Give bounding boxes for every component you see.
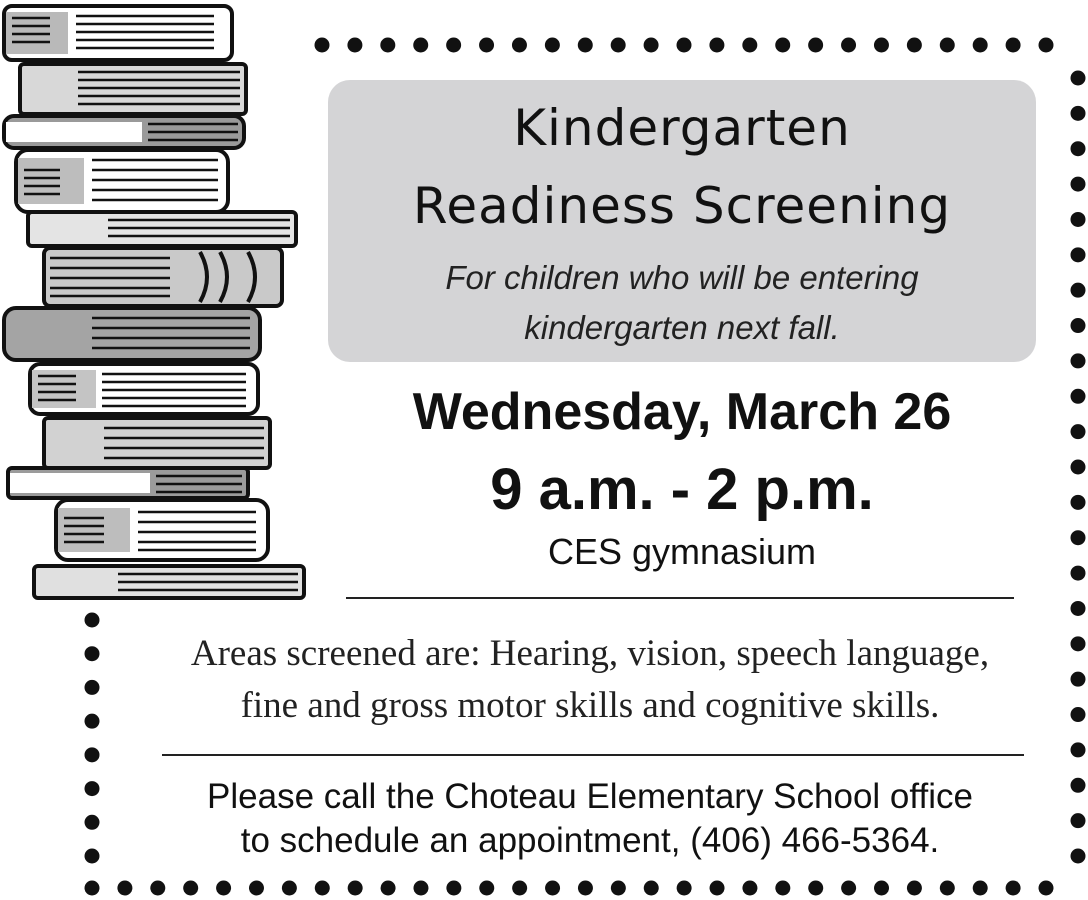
border-dot: [446, 881, 461, 896]
border-dot: [1071, 566, 1086, 581]
border-dot: [677, 881, 692, 896]
border-dot: [1071, 707, 1086, 722]
event-time: 9 a.m. - 2 p.m.: [490, 457, 874, 522]
border-dot: [644, 881, 659, 896]
border-dot: [479, 881, 494, 896]
border-dot: [117, 881, 132, 896]
border-dot: [578, 881, 593, 896]
subtitle-line-2: kindergarten next fall.: [524, 309, 840, 346]
border-dot: [775, 38, 790, 53]
border-dot: [381, 881, 396, 896]
border-dot: [446, 38, 461, 53]
divider-bottom: [162, 754, 1024, 756]
border-dot: [413, 881, 428, 896]
border-dot: [907, 38, 922, 53]
title-line-1: Kindergarten: [513, 99, 851, 157]
divider-top: [346, 597, 1014, 599]
border-dot: [85, 881, 100, 896]
border-dot: [545, 881, 560, 896]
border-dot: [1071, 636, 1086, 651]
border-dot: [611, 881, 626, 896]
event-location: CES gymnasium: [547, 531, 817, 572]
border-dot: [841, 38, 856, 53]
border-dot: [216, 881, 231, 896]
border-dot: [973, 38, 988, 53]
contact-line-2: to schedule an appointment, (406) 466-5364.: [240, 821, 940, 860]
border-dot: [874, 38, 889, 53]
border-dot: [1071, 849, 1086, 864]
border-dot: [644, 38, 659, 53]
border-dot: [1071, 106, 1086, 121]
border-dot: [315, 881, 330, 896]
border-dot: [413, 38, 428, 53]
border-dot: [611, 38, 626, 53]
border-dot: [1039, 38, 1054, 53]
border-dot: [1039, 881, 1054, 896]
border-dot: [183, 881, 198, 896]
border-dot: [1006, 38, 1021, 53]
border-dot: [85, 815, 100, 830]
border-dot: [1071, 141, 1086, 156]
border-dot: [677, 38, 692, 53]
contact-line-1: Please call the Choteau Elementary School office: [207, 777, 973, 816]
border-dot: [1071, 283, 1086, 298]
border-dot: [512, 38, 527, 53]
border-dot: [1006, 881, 1021, 896]
border-dot: [1071, 212, 1086, 227]
areas-line-1: Areas screened are: Hearing, vision, speech language,: [190, 633, 990, 674]
border-dot: [512, 881, 527, 896]
border-dot: [742, 881, 757, 896]
border-dot: [150, 881, 165, 896]
border-dot: [710, 881, 725, 896]
event-date: Wednesday, March 26: [412, 383, 952, 441]
border-dot: [709, 38, 724, 53]
border-dot: [1071, 177, 1086, 192]
border-dot: [1071, 601, 1086, 616]
border-dot: [742, 38, 757, 53]
border-dot: [1071, 353, 1086, 368]
border-dot: [841, 881, 856, 896]
border-dot: [775, 881, 790, 896]
border-dot: [578, 38, 593, 53]
border-dot: [973, 881, 988, 896]
border-dot: [479, 38, 494, 53]
border-dot: [380, 38, 395, 53]
border-dot: [940, 881, 955, 896]
border-dot: [1071, 742, 1086, 757]
border-dot: [85, 781, 100, 796]
border-dot: [85, 714, 100, 729]
border-dot: [1071, 71, 1086, 86]
areas-line-2: fine and gross motor skills and cognitive skills.: [240, 685, 940, 726]
border-dot: [348, 881, 363, 896]
border-dot: [1071, 460, 1086, 475]
border-dot: [249, 881, 264, 896]
border-dot: [1071, 318, 1086, 333]
border-dot: [1071, 530, 1086, 545]
border-dot: [1071, 495, 1086, 510]
border-dot: [1071, 778, 1086, 793]
border-dot: [347, 38, 362, 53]
border-dot: [85, 849, 100, 864]
border-dot: [907, 881, 922, 896]
stack-of-books-icon: [0, 0, 310, 605]
border-dot: [1071, 813, 1086, 828]
subtitle-line-1: For children who will be entering: [445, 259, 919, 296]
border-dot: [85, 613, 100, 628]
border-dot: [85, 646, 100, 661]
border-dot: [1071, 389, 1086, 404]
border-dot: [545, 38, 560, 53]
border-dot: [808, 881, 823, 896]
border-dot: [85, 680, 100, 695]
title-line-2: Readiness Screening: [412, 177, 952, 235]
border-dot: [874, 881, 889, 896]
border-dot: [1071, 424, 1086, 439]
border-dot: [85, 747, 100, 762]
border-dot: [808, 38, 823, 53]
border-dot: [940, 38, 955, 53]
border-dot: [1071, 247, 1086, 262]
border-dot: [282, 881, 297, 896]
border-dot: [315, 38, 330, 53]
border-dot: [1071, 672, 1086, 687]
